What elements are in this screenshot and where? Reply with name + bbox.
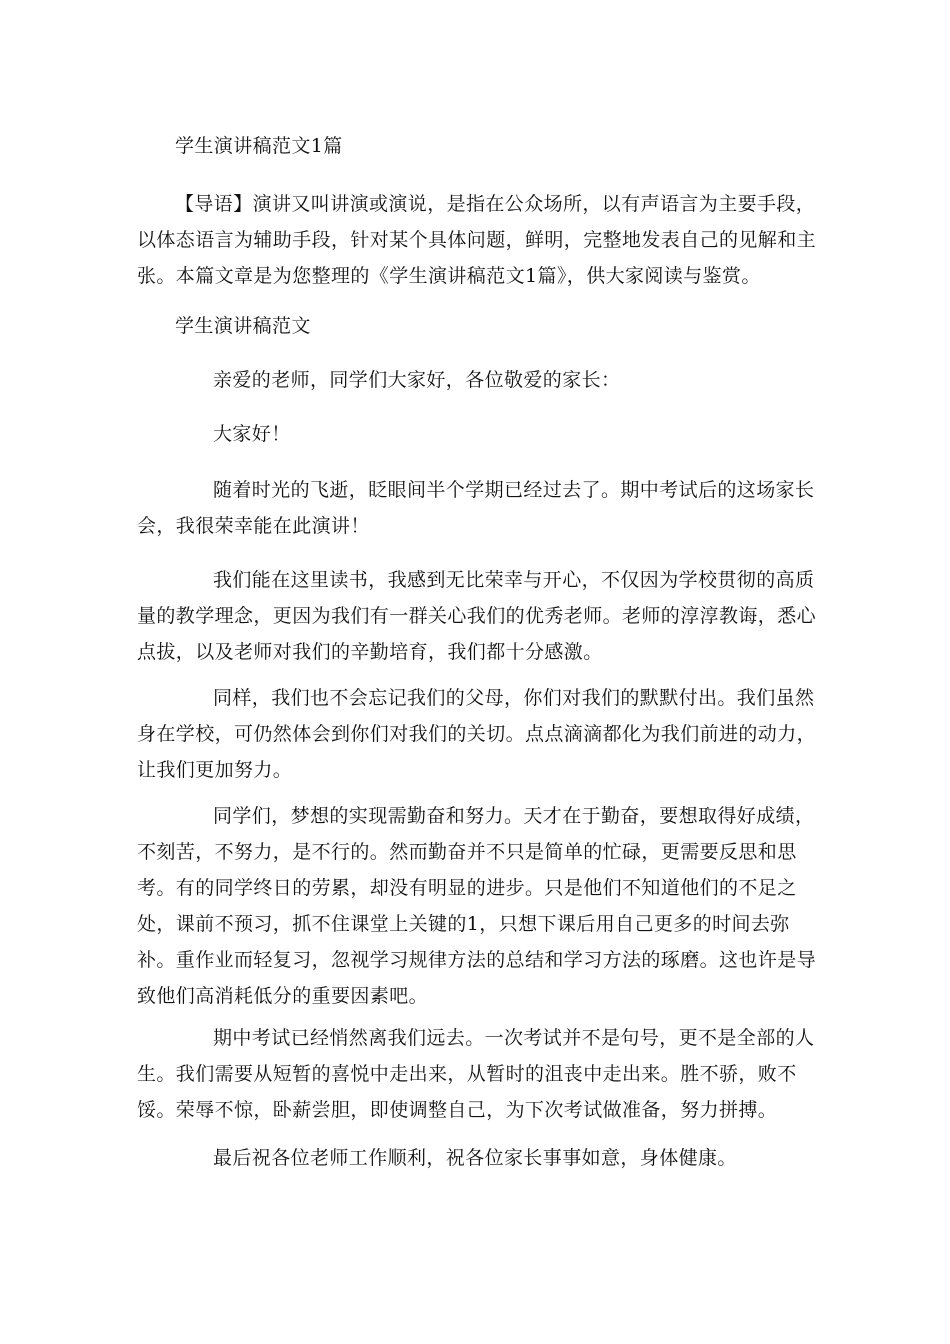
intro-paragraph: 【导语】演讲又叫讲演或演说，是指在公众场所，以有声语言为主要手段，以体态语言为辅助手段，针对某个具体问题，鲜明，完整地发表自己的见解和主张。本篇文章是为您整理的《学生演讲稿范文1篇》，供大家阅读与鉴赏。 [137, 193, 817, 287]
document-title: 学生演讲稿范文1篇 [175, 135, 343, 157]
body-paragraph: 我们能在这里读书，我感到无比荣幸与开心，不仅因为学校贯彻的高质量的教学理念，更因为我们有一群关心我们的优秀老师。老师的淳淳教诲，悉心点拔，以及老师对我们的辛勤培育，我们都十分感激。 [137, 569, 817, 663]
body-paragraph: 亲爱的老师，同学们大家好，各位敬爱的家长： [213, 369, 621, 391]
body-paragraph: 同学们，梦想的实现需勤奋和努力。天才在于勤奋，要想取得好成绩，不刻苦，不努力，是不行的。然而勤奋并不只是简单的忙碌，更需要反思和思考。有的同学终日的劳累，却没有明显的进步。只是他们不知道他们的不足之处，课前不预习，抓不住课堂上关键的1，只想下课后用自己更多的时间去弥补。重作业而轻复习，忽视学习规律方法的总结和学习方法的琢磨。这也许是导致他们高消耗低分的重要因素吧。 [137, 805, 817, 1007]
body-paragraph: 期中考试已经悄然离我们远去。一次考试并不是句号，更不是全部的人生。我们需要从短暂的喜悦中走出来，从暂时的沮丧中走出来。胜不骄，败不馁。荣辱不惊，卧薪尝胆，即使调整自己，为下次考试做准备，努力拼搏。 [137, 1027, 815, 1121]
body-paragraph: 最后祝各位老师工作顺利，祝各位家长事事如意，身体健康。 [213, 1147, 737, 1169]
body-paragraph: 随着时光的飞逝，眨眼间半个学期已经过去了。期中考试后的这场家长会，我很荣幸能在此演讲！ [137, 479, 815, 537]
body-paragraph: 大家好！ [213, 423, 291, 445]
document-subtitle: 学生演讲稿范文 [175, 315, 311, 337]
body-paragraph: 同样，我们也不会忘记我们的父母，你们对我们的默默付出。我们虽然身在学校，可仍然体会到你们对我们的关切。点点滴滴都化为我们前进的动力，让我们更加努力。 [137, 687, 817, 781]
